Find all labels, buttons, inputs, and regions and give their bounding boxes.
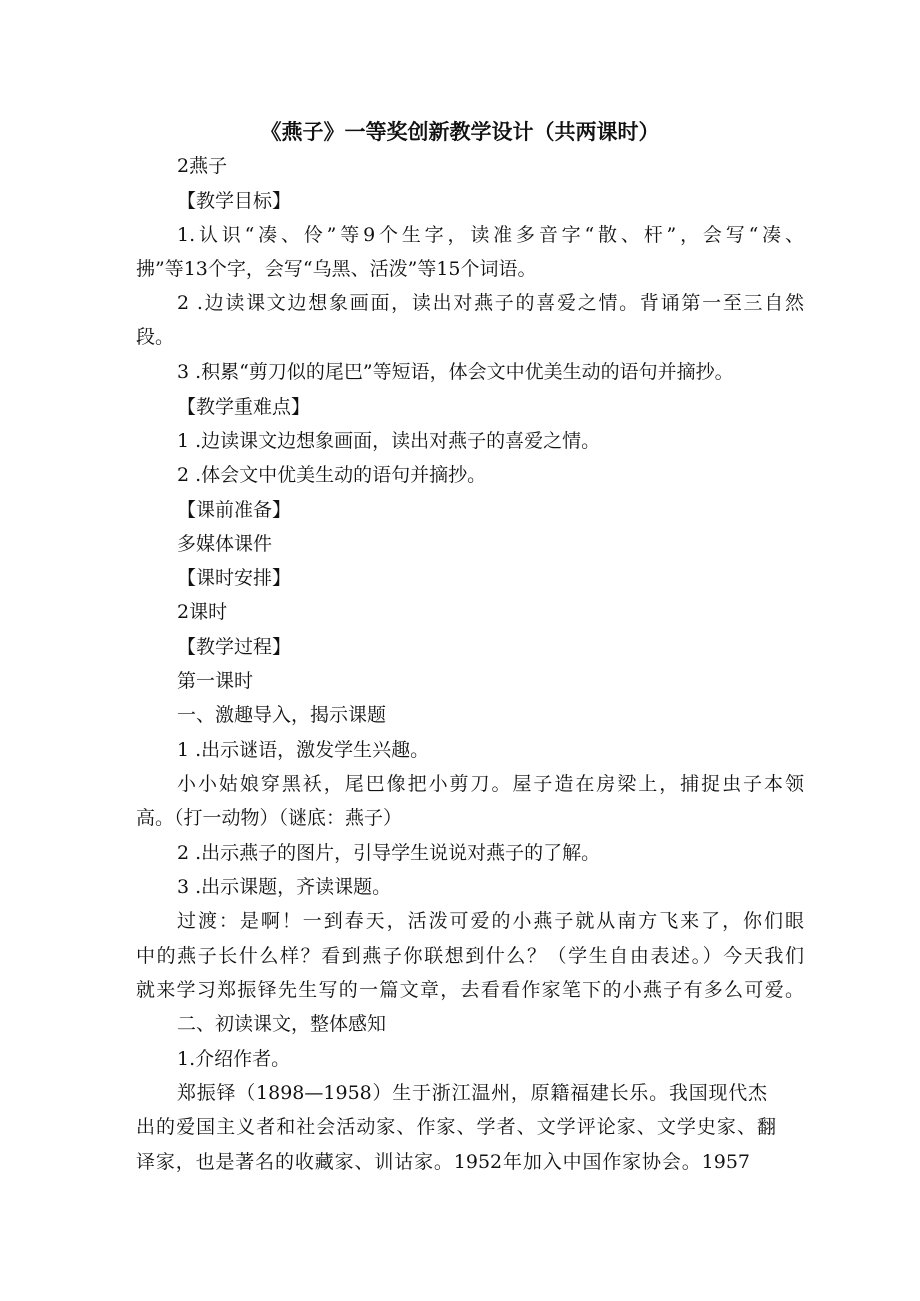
author-line-2: 出的爱国主义者和社会活动家、作家、学者、文学评论家、文学史家、翻 bbox=[136, 1116, 776, 1138]
objective-2-line-1: 2 .边读课文边想象画面，读出对燕子的喜爱之情。背诵第一至三自然 bbox=[177, 292, 804, 314]
preparation-text: 多媒体课件 bbox=[177, 533, 273, 555]
objective-1-line-1: 1.认识“凑、伶”等9个生字，读准多音字“散、杆”，会写“凑、 bbox=[177, 224, 804, 246]
step-one-item-3: 3 .出示课题，齐读课题。 bbox=[177, 876, 392, 898]
riddle-line-2: 高。（打一动物）（谜底：燕子） bbox=[136, 807, 403, 829]
key-point-1: 1 .边读课文边想象画面，读出对燕子的喜爱之情。 bbox=[177, 430, 601, 452]
objective-3: 3 .积累“剪刀似的尾巴”等短语，体会文中优美生动的语句并摘抄。 bbox=[177, 361, 734, 383]
objective-2-line-2: 段。 bbox=[136, 326, 175, 348]
step-one-item-2: 2 .出示燕子的图片，引导学生说说对燕子的了解。 bbox=[177, 842, 601, 864]
author-line-1: 郑振铎（1898—1958）生于浙江温州，原籍福建长乐。我国现代杰 bbox=[177, 1082, 767, 1104]
transition-line-2: 中的燕子长什么样？看到燕子你联想到什么？（学生自由表述。）今天我们 bbox=[136, 945, 804, 967]
step-one-item-1: 1 .出示谜语，激发学生兴趣。 bbox=[177, 739, 430, 761]
document-title: 《燕子》一等奖创新教学设计（共两课时） bbox=[260, 120, 660, 144]
lesson-heading: 2燕子 bbox=[177, 155, 228, 177]
step-two-item-1: 1.介绍作者。 bbox=[177, 1048, 291, 1070]
author-line-3: 译家，也是著名的收藏家、训诂家。1952年加入中国作家协会。1957 bbox=[136, 1151, 750, 1173]
transition-line-1: 过渡：是啊！一到春天，活泼可爱的小燕子就从南方飞来了，你们眼 bbox=[177, 910, 804, 932]
step-two-heading: 二、初读课文，整体感知 bbox=[177, 1013, 387, 1035]
section-heading-schedule: 【课时安排】 bbox=[177, 567, 292, 589]
schedule-text: 2课时 bbox=[177, 601, 228, 623]
section-heading-objectives: 【教学目标】 bbox=[177, 190, 292, 212]
step-one-heading: 一、激趣导入，揭示课题 bbox=[177, 704, 387, 726]
key-point-2: 2 .体会文中优美生动的语句并摘抄。 bbox=[177, 464, 487, 486]
section-heading-preparation: 【课前准备】 bbox=[177, 499, 292, 521]
section-heading-key-points: 【教学重难点】 bbox=[177, 396, 311, 418]
section-heading-process: 【教学过程】 bbox=[177, 636, 292, 658]
lesson-one-heading: 第一课时 bbox=[177, 670, 254, 692]
objective-1-line-2: 拂”等13个字，会写“乌黑、活泼”等15个词语。 bbox=[136, 258, 537, 280]
riddle-line-1: 小小姑娘穿黑袄，尾巴像把小剪刀。屋子造在房梁上，捕捉虫子本领 bbox=[177, 773, 804, 795]
transition-line-3: 就来学习郑振铎先生写的一篇文章，去看看作家笔下的小燕子有多么可爱。 bbox=[136, 979, 804, 1001]
